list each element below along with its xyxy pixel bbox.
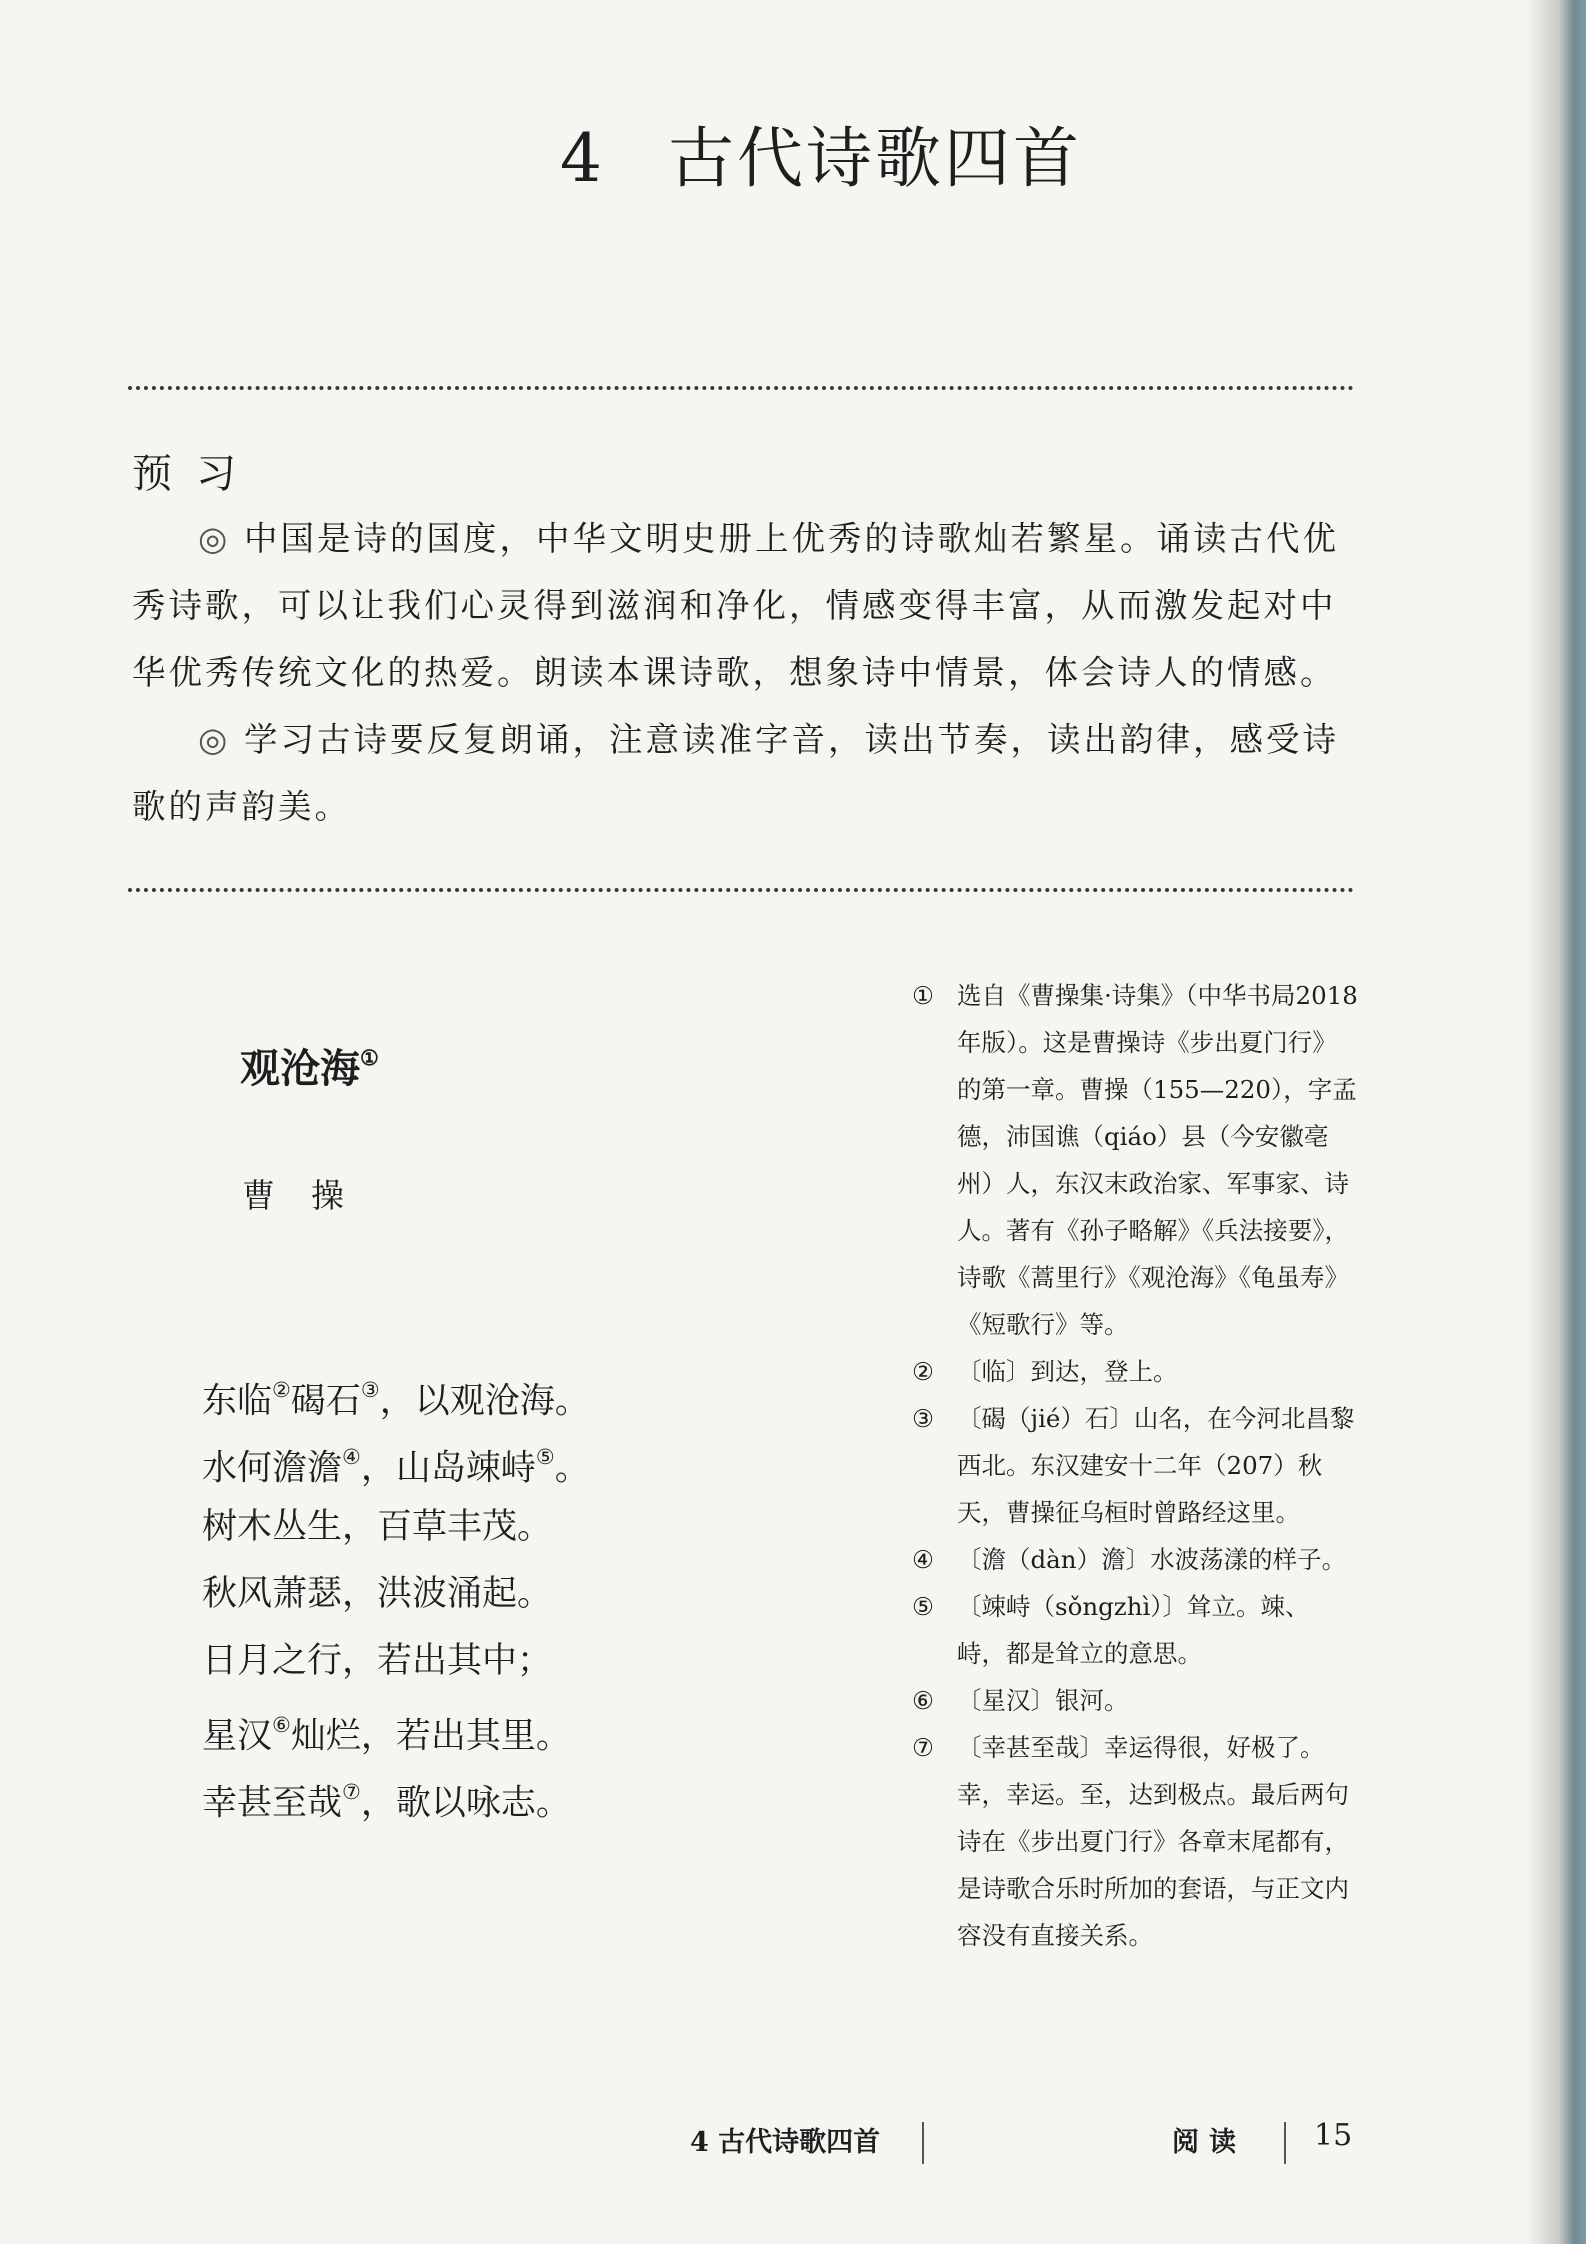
- preview-paragraph: [132, 706, 1354, 840]
- poem-text: 水何澹澹: [202, 1448, 343, 1489]
- preview-heading: 预习: [132, 451, 260, 497]
- footnote-mark: ⑦: [912, 1733, 934, 1762]
- footnote-text: 〔澹（dàn）澹〕水波荡漾的样子。: [957, 1545, 1347, 1574]
- footnote-text: 〔碣（jié）石〕山名，在今河北昌黎西北。东汉建安十二年（207）秋天，曹操征乌桓时曾路经这里。: [957, 1404, 1355, 1527]
- poem-footnote-ref[interactable]: ⑦: [342, 1780, 361, 1804]
- poem-text: 星汉: [202, 1716, 273, 1757]
- poem-line: [202, 1427, 590, 1494]
- dotted-divider-bottom: [128, 888, 1354, 892]
- poem-title-text: 观沧海: [240, 1045, 360, 1092]
- footnote-text: 〔竦峙（sǒngzhì）〕耸立。竦、峙，都是耸立的意思。: [957, 1592, 1310, 1668]
- footnote-text: 〔幸甚至哉〕幸运得很，好极了。幸，幸运。至，达到极点。最后两句诗在《步出夏门行》各章末尾都有，是诗歌合乐时所加的套语，与正文内容没有直接关系。: [957, 1733, 1349, 1950]
- footnote-text: 选自《曹操集·诗集》（中华书局2018年版）。这是曹操诗《步出夏门行》的第一章。曹操（155—220），字孟德，沛国谯（qiáo）县（今安徽亳州）人，东汉末政治家、军事家、诗人。著有《孙子略解》《兵法接要》，诗歌《蒿里行》《观沧海》《龟虽寿》《短歌行》等。: [957, 981, 1358, 1339]
- double-circle-bullet-icon: ◎: [198, 519, 231, 558]
- footnote-mark: ⑥: [912, 1686, 934, 1715]
- poem-line: [202, 1695, 590, 1762]
- dotted-divider-top: [128, 386, 1354, 390]
- lesson-title: [560, 105, 1082, 200]
- poem-text: ，歌以咏志。: [360, 1783, 571, 1824]
- footnote-mark: ④: [912, 1545, 934, 1574]
- poem-text: 幸甚至哉: [202, 1783, 343, 1824]
- poem-footnote-ref[interactable]: ③: [360, 1378, 380, 1402]
- poem-body: [202, 1360, 590, 1829]
- double-circle-bullet-icon: ◎: [198, 720, 231, 759]
- poem-footnote-ref[interactable]: ⑥: [272, 1713, 291, 1737]
- footnote: [912, 1348, 1358, 1395]
- preview-paragraph: [132, 505, 1354, 706]
- footnote-mark: ⑤: [912, 1592, 934, 1621]
- poem-author: 曹操: [242, 1176, 380, 1215]
- preview-paragraph-text: 中国是诗的国度，中华文明史册上优秀的诗歌灿若繁星。诵读古代优秀诗歌，可以让我们心灵得到滋润和净化，情感变得丰富，从而激发起对中华优秀传统文化的热爱。朗读本课诗歌，想象诗中情景，体会诗人的情感。: [132, 519, 1339, 692]
- poem-text: 碣石: [290, 1381, 361, 1422]
- poem-footnote-ref[interactable]: ⑤: [535, 1445, 555, 1469]
- footer-separator: [922, 2122, 924, 2164]
- footnote: [912, 1395, 1358, 1536]
- poem-title-footnote-ref[interactable]: ①: [360, 1044, 379, 1070]
- footnote: [912, 1677, 1358, 1724]
- lesson-number: 4: [560, 120, 605, 197]
- footnote: [912, 1724, 1358, 1959]
- poem-text: 灿烂，若出其里。: [290, 1716, 571, 1757]
- footnote-mark: ②: [912, 1357, 934, 1386]
- poem-text: 日月之行，若出其中；: [202, 1641, 553, 1681]
- poem-line: [202, 1762, 590, 1829]
- footer-lesson-title: 4 古代诗歌四首: [690, 2127, 881, 2158]
- footnote-text: 〔临〕到达，登上。: [957, 1357, 1178, 1386]
- footnote: [912, 1536, 1358, 1583]
- footnotes: [912, 972, 1358, 1959]
- poem-footnote-ref[interactable]: ②: [272, 1378, 291, 1402]
- poem-line: [202, 1628, 590, 1695]
- footer-section-name: 阅读: [1172, 2127, 1246, 2158]
- lesson-title-text: 古代诗歌四首: [668, 120, 1082, 197]
- page-edge-shadow: [1526, 0, 1586, 2244]
- poem-text: ，山岛竦峙: [360, 1448, 536, 1489]
- poem-text: 树木丛生，百草丰茂。: [202, 1507, 553, 1547]
- poem-title: [240, 1037, 379, 1094]
- footnote: [912, 1583, 1358, 1677]
- poem-line: [202, 1494, 590, 1561]
- footnote: [912, 972, 1358, 1348]
- footnote-mark: ③: [912, 1404, 934, 1433]
- poem-text: 秋风萧瑟，洪波涌起。: [202, 1574, 553, 1614]
- preview-section: [132, 505, 1354, 840]
- poem-text: ，以观沧海。: [379, 1381, 590, 1422]
- poem-footnote-ref[interactable]: ④: [342, 1445, 361, 1469]
- poem-text: 东临: [202, 1381, 273, 1422]
- poem-line: [202, 1561, 590, 1628]
- footnote-text: 〔星汉〕银河。: [957, 1686, 1129, 1715]
- page-number: 15: [1314, 2118, 1353, 2153]
- poem-line: [202, 1360, 590, 1427]
- footnote-mark: ①: [912, 981, 934, 1010]
- poem-text: 。: [554, 1448, 590, 1489]
- preview-paragraph-text: 学习古诗要反复朗诵，注意读准字音，读出节奏，读出韵律，感受诗歌的声韵美。: [132, 720, 1339, 826]
- footer-separator: [1284, 2122, 1286, 2164]
